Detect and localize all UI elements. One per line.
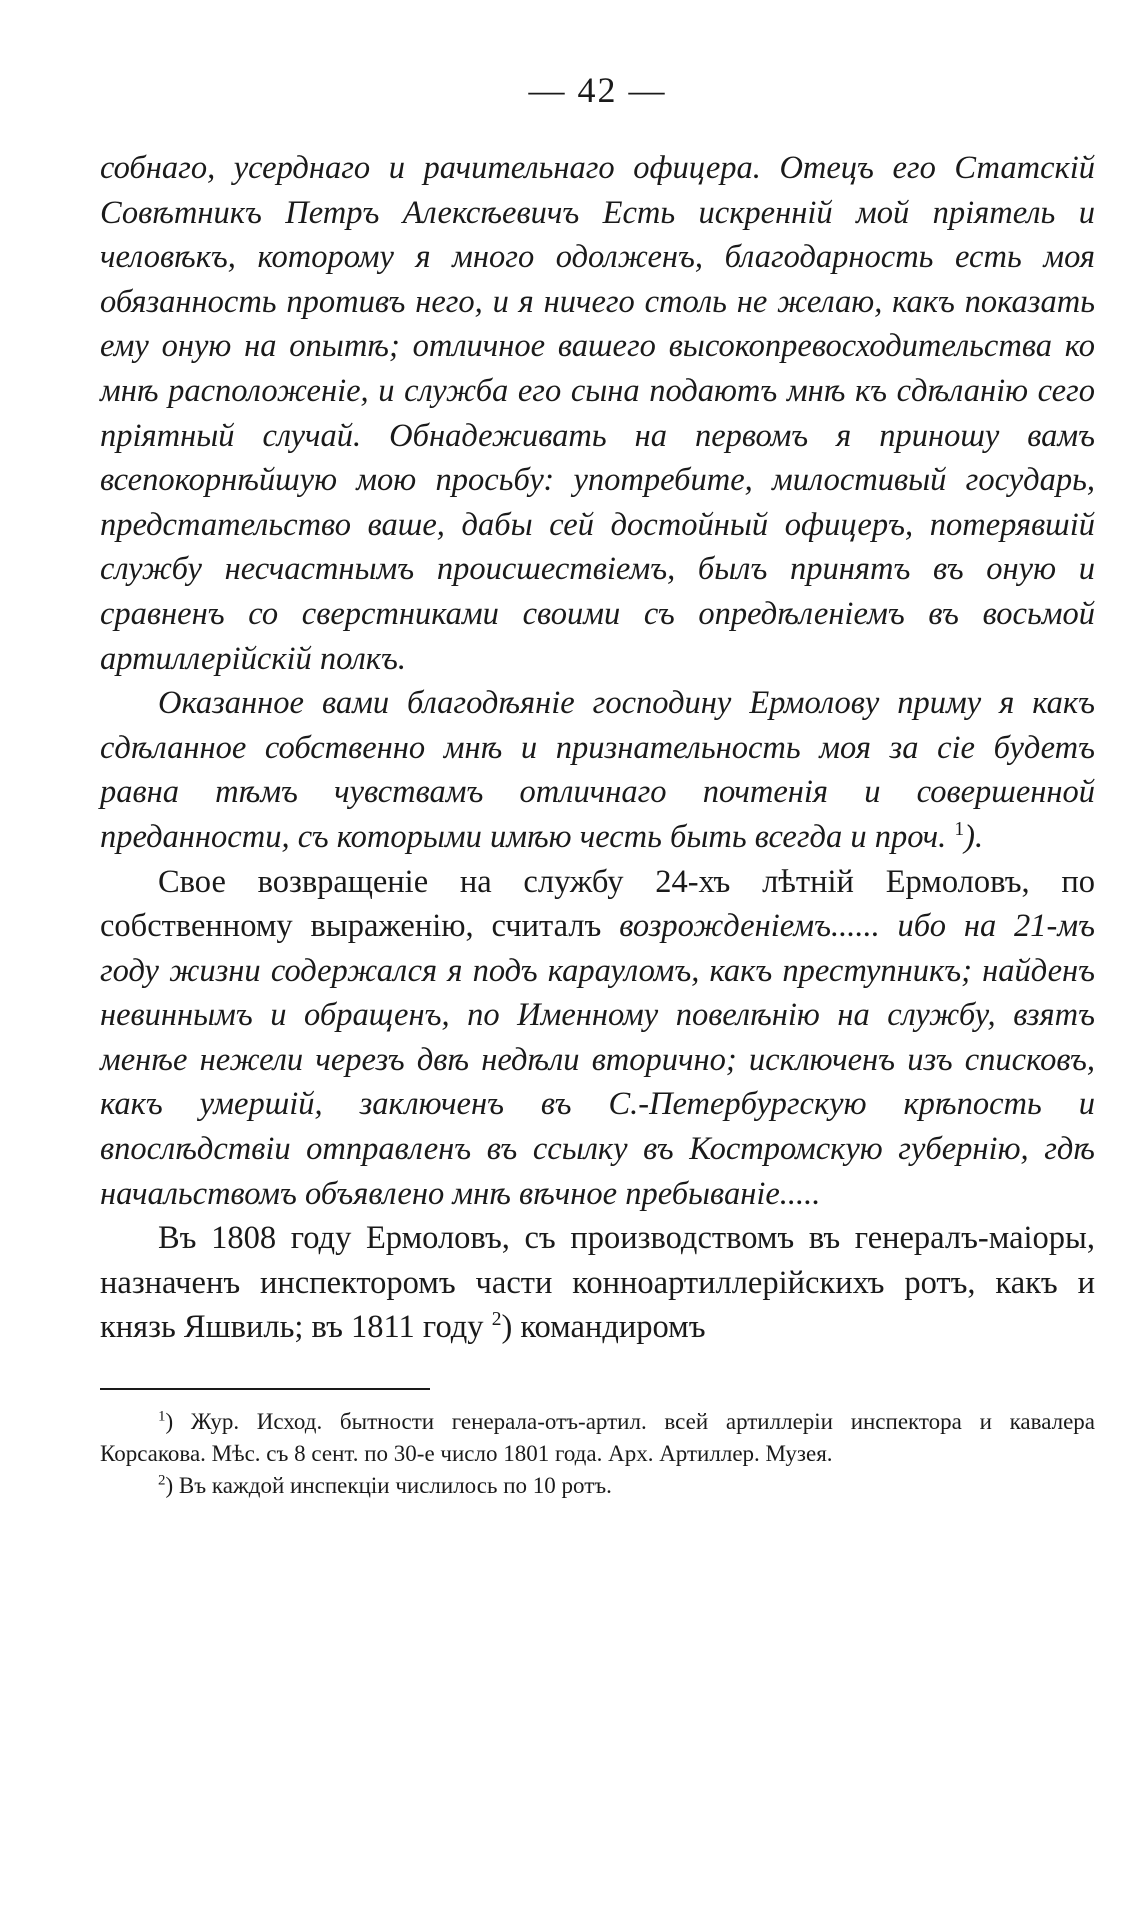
footnote-2-number: 2 — [158, 1472, 166, 1489]
letter-paragraph-continued — [100, 146, 1095, 681]
quoted-text-3: возрожденіемъ...... ибо на 21-мъ году жизни содержался я подъ карауломъ, какъ преступникъ; найденъ невиннымъ и обращенъ, по Именному повелѣнію на службу, взятъ менѣе нежели черезъ двѣ недѣли вторично; исключенъ изъ списковъ, какъ умершій, заключенъ въ С.-Петербургскую крѣпость и впослѣдствіи отправленъ въ ссылку въ Костромскую губернію, гдѣ начальствомъ объявлено мнѣ вѣчное пребываніе..... — [100, 908, 1095, 1212]
footnote-1-number: 1 — [158, 1408, 166, 1425]
page-number: — 42 — — [528, 70, 667, 110]
footnote-2 — [100, 1470, 1095, 1502]
letter-text-1: собнаго, усерднаго и рачительнаго офицера. Отецъ его Статскій Совѣтникъ Петръ Алексѣевичъ Есть искренній мой пріятель и человѣкъ, которому я много одолженъ, благодарность есть моя обязанность противъ него, и я ничего столь не желаю, какъ показать ему оную на опытѣ; отличное вашего высокопревосходительства ко мнѣ расположеніе, и служба его сына подаютъ мнѣ къ сдѣланію сего пріятный случай. Обнадеживать на первомъ я приношу вамъ всепокорнѣйшую мою просьбу: употребите, милостивый государь, предстательство ваше, дабы сей достойный офицеръ, потерявшій службу несчастнымъ происшествіемъ, былъ принятъ въ оную и сравненъ со сверстниками своими съ опредѣленіемъ въ восьмой артиллерійскій полкъ. — [100, 150, 1095, 677]
narrative-text-3: Свое возвращеніе на службу 24-хъ лѣтній Ермоловъ, по собственному выраженію, считалъ — [100, 863, 1095, 945]
main-text — [100, 146, 1095, 1350]
footnote-divider — [100, 1388, 430, 1390]
footnote-ref-1[interactable]: 1 — [954, 819, 965, 841]
narrative-text-4-tail: ) командиромъ — [501, 1309, 706, 1346]
book-page — [100, 60, 1095, 1502]
footnote-2-text: ) Въ каждой инспекціи числилось по 10 ротъ. — [165, 1473, 612, 1499]
letter-text-2-tail: ). — [964, 818, 984, 855]
footnote-ref-2[interactable]: 2 — [491, 1309, 502, 1331]
letter-text-2: Оказанное вами благодѣяніе господину Ермолову приму я какъ сдѣланное собственно мнѣ и признательность моя за сіе будетъ равна тѣмъ чувствамъ отличнаго почтенія и совершенной преданности, съ которыми имѣю честь быть всегда и проч. — [100, 685, 1095, 855]
footnotes — [100, 1406, 1095, 1502]
footnote-1-text: ) Жур. Исход. бытности генерала-отъ-артил. всей артиллеріи инспектора и кавалера Корсакова. Мѣс. съ 8 сент. по 30-е число 1801 года. Арх. Артиллер. Музея. — [100, 1409, 1095, 1467]
footnote-1 — [100, 1406, 1095, 1470]
narrative-text-4: Въ 1808 году Ермоловъ, съ производствомъ въ генералъ-маіоры, назначенъ инспекторомъ части конноартиллерійскихъ ротъ, какъ и князь Яшвиль; въ 1811 году — [100, 1220, 1095, 1346]
letter-paragraph-closing — [100, 681, 1095, 859]
narrative-paragraph-return — [100, 860, 1095, 1217]
narrative-paragraph-1808 — [100, 1216, 1095, 1350]
